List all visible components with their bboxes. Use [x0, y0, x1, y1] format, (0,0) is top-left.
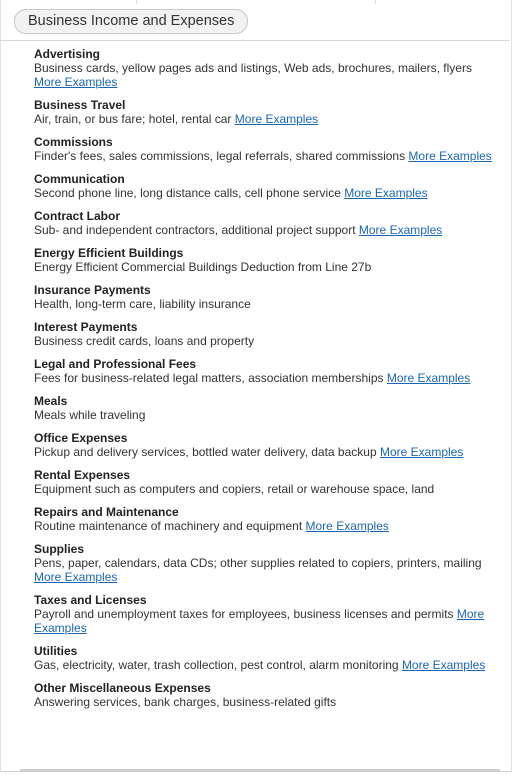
expense-category-list: [34, 47, 502, 718]
expense-category-description-text: Pens, paper, calendars, data CDs; other supplies related to copiers, printers, mailing: [34, 556, 482, 570]
expense-category-item: [34, 283, 502, 311]
expense-category-item: [34, 357, 502, 385]
expense-category-item: [34, 209, 502, 237]
expense-category-item: [34, 394, 502, 422]
more-examples-link[interactable]: More Examples: [34, 607, 485, 635]
expense-category-title: Meals: [34, 394, 68, 408]
expense-category-title: Legal and Professional Fees: [34, 357, 197, 371]
expense-category-title: Energy Efficient Buildings: [34, 246, 184, 260]
more-examples-link[interactable]: More Examples: [34, 570, 118, 584]
expense-category-description-text: Meals while traveling: [34, 408, 146, 422]
expense-category-description-text: Sub- and independent contractors, additional project support: [34, 223, 359, 237]
expense-category-description: [34, 695, 502, 709]
expense-category-item: [34, 320, 502, 348]
expense-category-title: Insurance Payments: [34, 283, 151, 297]
expense-category-title: Other Miscellaneous Expenses: [34, 681, 211, 695]
expense-category-title: Supplies: [34, 542, 85, 556]
expense-category-description: [34, 260, 502, 274]
expense-category-item: [34, 98, 502, 126]
expense-category-description-text: Gas, electricity, water, trash collection, pest control, alarm monitoring: [34, 658, 399, 672]
expense-category-description-text: Air, train, or bus fare; hotel, rental car: [34, 112, 232, 126]
expense-category-description: [34, 371, 502, 385]
section-title-tab[interactable]: Business Income and Expenses: [14, 9, 248, 34]
more-examples-link[interactable]: More Examples: [234, 112, 319, 126]
expense-category-item: [34, 468, 502, 496]
more-examples-link[interactable]: More Examples: [386, 371, 471, 385]
expense-category-item: [34, 47, 502, 89]
expense-category-description-text: Business credit cards, loans and property: [34, 334, 255, 348]
expense-category-description: [34, 408, 502, 422]
more-examples-link[interactable]: More Examples: [408, 149, 492, 163]
expense-category-item: [34, 135, 502, 163]
expense-category-title: Utilities: [34, 644, 78, 658]
expense-category-title: Communication: [34, 172, 125, 186]
expense-category-title: Taxes and Licenses: [34, 593, 147, 607]
more-examples-link[interactable]: More Examples: [305, 519, 389, 533]
expense-category-description-text: Fees for business-related legal matters, association memberships: [34, 371, 384, 385]
expense-category-description: [34, 556, 502, 584]
more-examples-link[interactable]: More Examples: [34, 75, 118, 89]
expense-category-item: [34, 644, 502, 672]
more-examples-link[interactable]: More Examples: [401, 658, 486, 672]
expense-category-description-text: Finder's fees, sales commissions, legal referrals, shared commissions: [34, 149, 409, 163]
expense-category-description: [34, 297, 502, 311]
expense-category-item: [34, 505, 502, 533]
expense-category-description: [34, 658, 502, 672]
expense-category-description-text: Equipment such as computers and copiers, retail or warehouse space, land: [34, 482, 435, 496]
expense-category-item: [34, 681, 502, 709]
expense-category-title: Advertising: [34, 47, 101, 61]
expense-category-description: [34, 607, 502, 635]
expense-category-description-text: Answering services, bank charges, business-related gifts: [34, 695, 337, 709]
expense-category-item: [34, 431, 502, 459]
expense-category-description-text: Payroll and unemployment taxes for employees, business licenses and permits: [34, 607, 454, 621]
expense-category-description: [34, 112, 502, 126]
expense-category-description: [34, 445, 502, 459]
expense-category-description-text: Business cards, yellow pages ads and listings, Web ads, brochures, mailers, flyers: [34, 61, 472, 75]
expense-category-item: [34, 593, 502, 635]
expense-category-description: [34, 482, 502, 496]
expense-category-description: [34, 61, 502, 89]
expense-category-description-text: Pickup and delivery services, bottled water delivery, data backup: [34, 445, 377, 459]
expense-category-item: [34, 172, 502, 200]
more-examples-link[interactable]: More Examples: [379, 445, 464, 459]
bottom-divider: [20, 769, 500, 771]
expense-category-title: Repairs and Maintenance: [34, 505, 179, 519]
expense-category-description: [34, 334, 502, 348]
expense-category-description-text: Health, long-term care, liability insurance: [34, 297, 251, 311]
expense-category-title: Interest Payments: [34, 320, 138, 334]
expense-category-item: [34, 246, 502, 274]
more-examples-link[interactable]: More Examples: [358, 223, 443, 237]
expense-category-description: [34, 223, 502, 237]
expense-category-description-text: Second phone line, long distance calls, cell phone service: [34, 186, 341, 200]
expense-category-title: Commissions: [34, 135, 113, 149]
section-header: [0, 0, 510, 41]
expense-category-description: [34, 519, 502, 533]
expense-category-description: [34, 186, 502, 200]
expense-category-title: Office Expenses: [34, 431, 128, 445]
expense-category-description-text: Routine maintenance of machinery and equipment: [34, 519, 303, 533]
expense-category-item: [34, 542, 502, 584]
more-examples-link[interactable]: More Examples: [344, 186, 428, 200]
expense-category-title: Business Travel: [34, 98, 126, 112]
expense-category-title: Contract Labor: [34, 209, 121, 223]
expense-category-description-text: Energy Efficient Commercial Buildings Deduction from Line 27b: [34, 260, 372, 274]
expense-category-description: [34, 149, 502, 163]
expense-category-title: Rental Expenses: [34, 468, 131, 482]
